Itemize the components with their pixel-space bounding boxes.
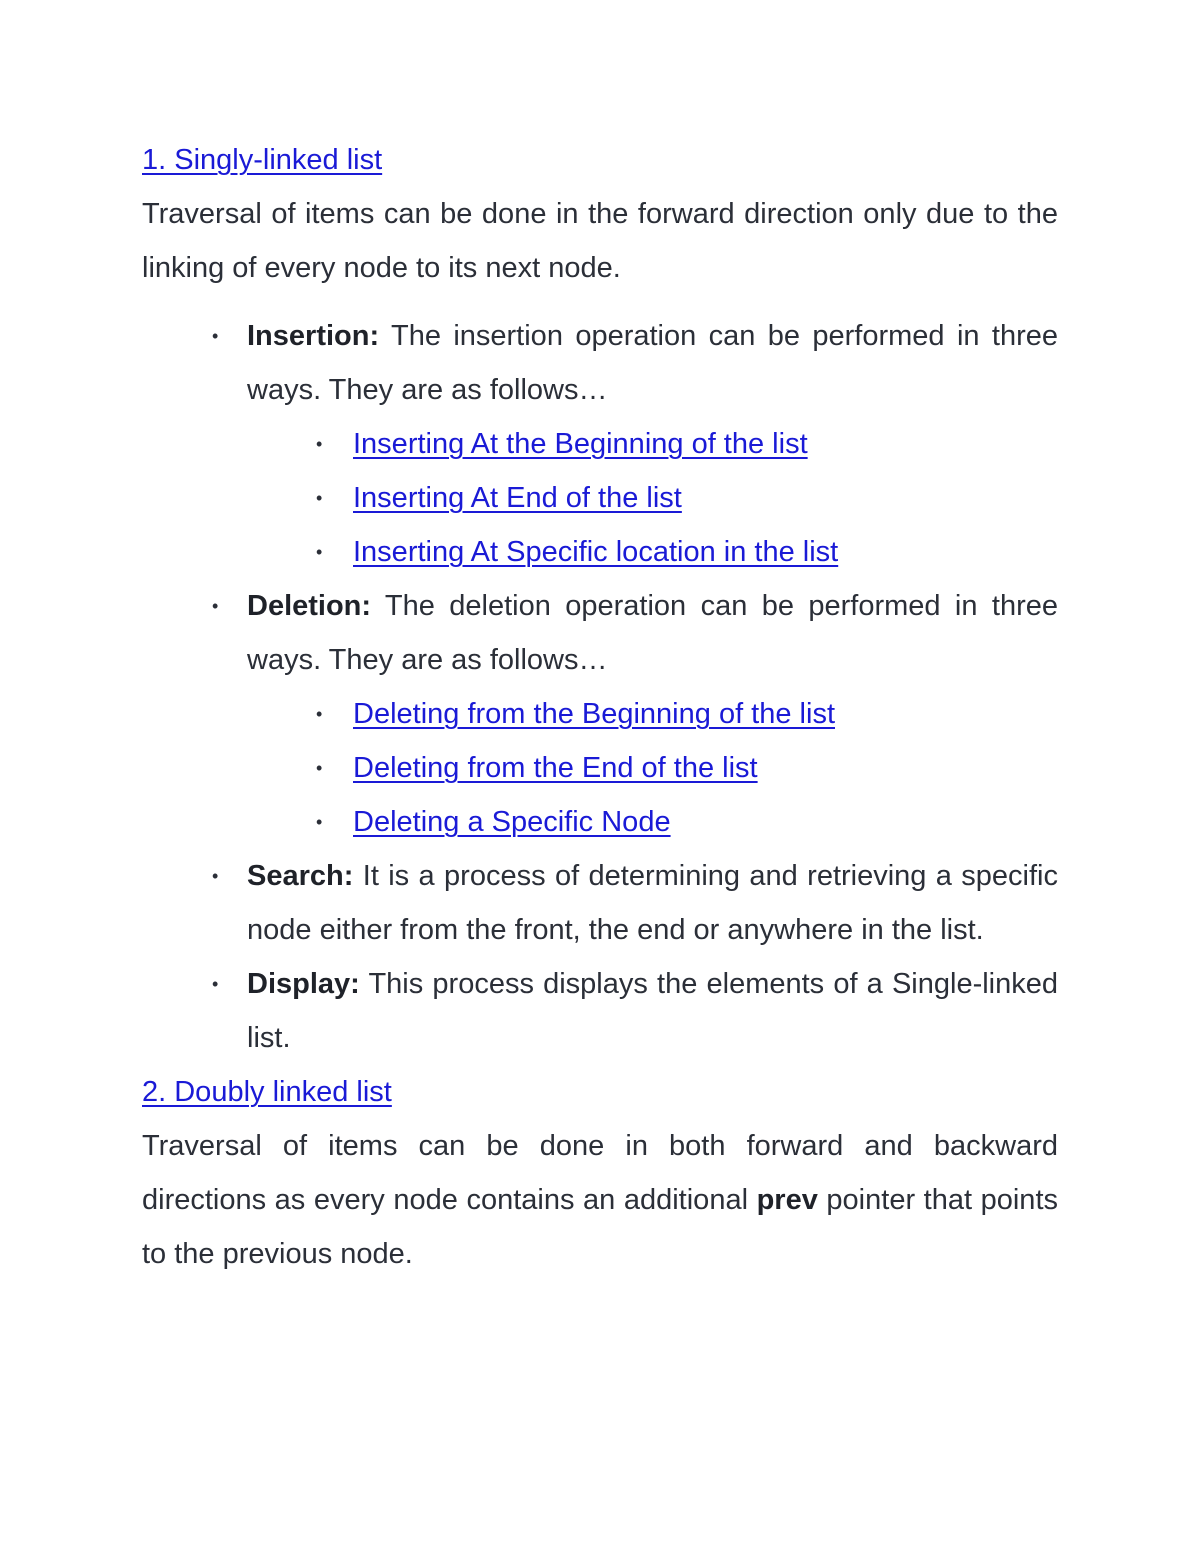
doubly-linked-list-intro [142,1119,1058,1281]
intro-text-before: Traversal of items can be done in both forward and backward directions as every node contains an additional [142,1130,1058,1216]
section-heading-singly-linked-list [142,133,1058,187]
deletion-link-end[interactable]: Deleting from the End of the list [353,752,758,784]
operation-description: The deletion operation can be performed in three ways. They are as follows… [247,590,1058,676]
list-item [142,687,1058,741]
section-heading-doubly-linked-list [142,1065,1058,1119]
singly-linked-list-operations-more [142,849,1058,1065]
bullet-icon: • [212,326,219,346]
bullet-icon: • [212,866,219,886]
list-item [142,471,1058,525]
insertion-link-end[interactable]: Inserting At End of the list [353,482,682,514]
deletion-links [142,687,1058,849]
list-item [142,525,1058,579]
bullet-icon: • [316,542,323,562]
operation-description: The insertion operation can be performed in three ways. They are as follows… [247,320,1058,406]
bullet-icon: • [316,758,323,778]
list-item [142,795,1058,849]
list-item [142,741,1058,795]
list-item [142,417,1058,471]
doubly-linked-list-link[interactable]: 2. Doubly linked list [142,1076,392,1108]
insertion-links [142,417,1058,579]
operation-deletion [142,579,1058,687]
operation-insertion [142,309,1058,417]
bullet-icon: • [212,596,219,616]
singly-linked-list-link[interactable]: 1. Singly-linked list [142,144,383,176]
bullet-icon: • [316,434,323,454]
operation-insertion-text [247,309,1058,417]
operation-description: This process displays the elements of a Single-linked list. [247,968,1058,1054]
intro-text-after: pointer that points to the previous node. [142,1184,1058,1270]
bullet-icon: • [212,974,219,994]
singly-linked-list-intro: Traversal of items can be done in the forward direction only due to the linking of every node to its next node. [142,198,1058,284]
insertion-link-specific[interactable]: Inserting At Specific location in the list [353,536,839,568]
operation-label: Insertion: [247,320,380,352]
operation-label: Display: [247,968,360,1000]
operation-search [142,849,1058,957]
insertion-link-beginning[interactable]: Inserting At the Beginning of the list [353,428,808,460]
deletion-link-specific-node[interactable]: Deleting a Specific Node [353,806,671,838]
operation-display [142,957,1058,1065]
singly-linked-list-operations [142,309,1058,417]
operation-deletion-text [247,579,1058,687]
operation-display-text [247,957,1058,1065]
operation-search-text [247,849,1058,957]
operation-label: Search: [247,860,354,892]
deletion-link-beginning[interactable]: Deleting from the Beginning of the list [353,698,835,730]
prev-keyword: prev [756,1184,818,1216]
operation-label: Deletion: [247,590,372,622]
singly-linked-list-operations-continued [142,579,1058,687]
document-page [142,133,1058,1281]
bullet-icon: • [316,812,323,832]
operation-description: It is a process of determining and retrieving a specific node either from the front, the end or anywhere in the list. [247,860,1058,946]
bullet-icon: • [316,488,323,508]
bullet-icon: • [316,704,323,724]
